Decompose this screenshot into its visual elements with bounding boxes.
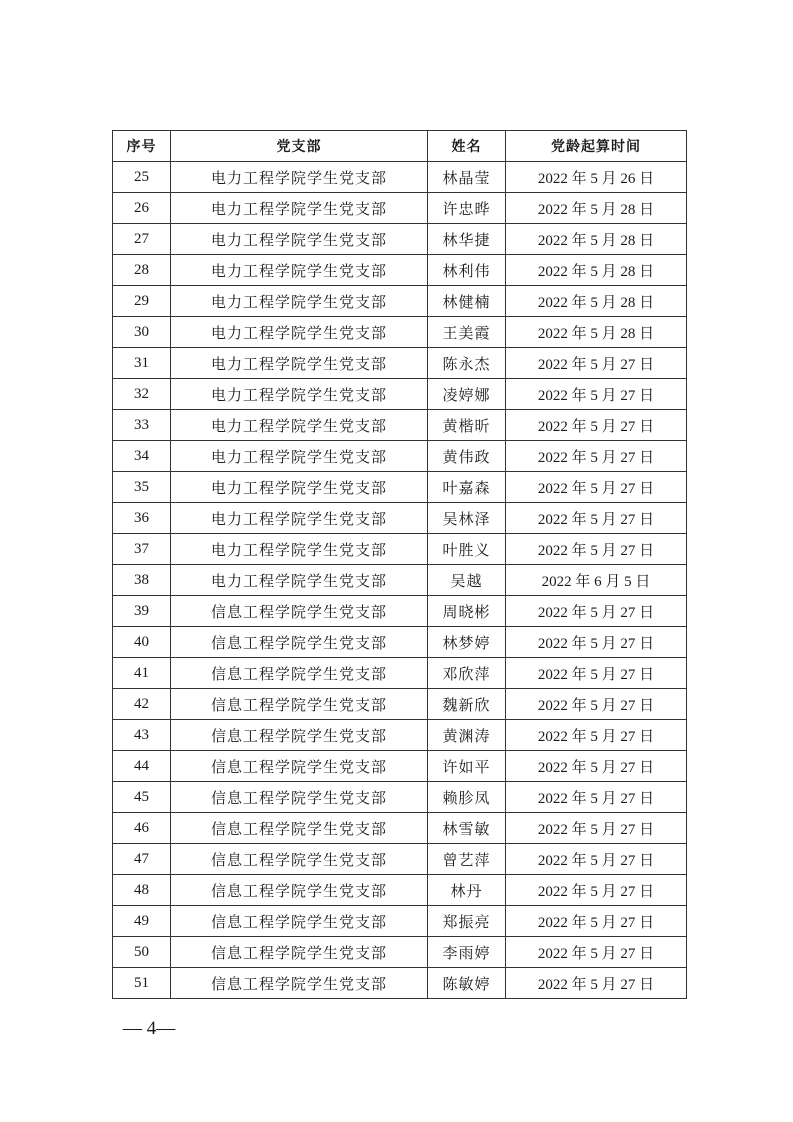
table-row — [113, 906, 687, 937]
serial-number-cell: 36 — [113, 503, 171, 534]
member-name-cell: 赖胗凤 — [428, 782, 506, 813]
table-row — [113, 875, 687, 906]
member-name-cell: 叶胜义 — [428, 534, 506, 565]
party-branch-cell: 信息工程学院学生党支部 — [171, 689, 428, 720]
table-row — [113, 286, 687, 317]
member-name-cell: 魏新欣 — [428, 689, 506, 720]
party-age-date-cell: 2022 年 5 月 27 日 — [506, 534, 687, 565]
party-age-date-cell: 2022 年 5 月 27 日 — [506, 379, 687, 410]
table-row — [113, 193, 687, 224]
serial-number-cell: 33 — [113, 410, 171, 441]
party-branch-cell: 信息工程学院学生党支部 — [171, 875, 428, 906]
member-name-cell: 林利伟 — [428, 255, 506, 286]
table-row — [113, 441, 687, 472]
serial-number-cell: 39 — [113, 596, 171, 627]
party-age-date-cell: 2022 年 5 月 27 日 — [506, 875, 687, 906]
member-name-cell: 许忠晔 — [428, 193, 506, 224]
serial-number-cell: 50 — [113, 937, 171, 968]
table-row — [113, 782, 687, 813]
party-branch-cell: 电力工程学院学生党支部 — [171, 224, 428, 255]
member-roster-table — [112, 130, 687, 999]
member-name-cell: 李雨婷 — [428, 937, 506, 968]
table-row — [113, 813, 687, 844]
party-branch-cell: 电力工程学院学生党支部 — [171, 193, 428, 224]
party-age-date-cell: 2022 年 5 月 27 日 — [506, 503, 687, 534]
table-row — [113, 224, 687, 255]
party-age-date-cell: 2022 年 5 月 28 日 — [506, 193, 687, 224]
table-body — [113, 162, 687, 999]
party-age-date-cell: 2022 年 5 月 28 日 — [506, 224, 687, 255]
party-branch-cell: 电力工程学院学生党支部 — [171, 379, 428, 410]
table-row — [113, 937, 687, 968]
party-branch-cell: 信息工程学院学生党支部 — [171, 720, 428, 751]
member-name-cell: 林梦婷 — [428, 627, 506, 658]
party-branch-cell: 信息工程学院学生党支部 — [171, 813, 428, 844]
party-age-date-cell: 2022 年 5 月 27 日 — [506, 906, 687, 937]
party-branch-cell: 信息工程学院学生党支部 — [171, 596, 428, 627]
table-row — [113, 658, 687, 689]
party-age-date-cell: 2022 年 5 月 28 日 — [506, 255, 687, 286]
party-branch-cell: 信息工程学院学生党支部 — [171, 844, 428, 875]
header-name: 姓名 — [428, 131, 506, 162]
party-branch-cell: 电力工程学院学生党支部 — [171, 565, 428, 596]
table-row — [113, 968, 687, 999]
member-name-cell: 林雪敏 — [428, 813, 506, 844]
party-age-date-cell: 2022 年 5 月 27 日 — [506, 720, 687, 751]
party-branch-cell: 信息工程学院学生党支部 — [171, 782, 428, 813]
party-branch-cell: 电力工程学院学生党支部 — [171, 286, 428, 317]
table-row — [113, 255, 687, 286]
party-branch-cell: 信息工程学院学生党支部 — [171, 968, 428, 999]
member-name-cell: 郑振亮 — [428, 906, 506, 937]
member-name-cell: 黄渊涛 — [428, 720, 506, 751]
party-age-date-cell: 2022 年 5 月 27 日 — [506, 658, 687, 689]
party-branch-cell: 电力工程学院学生党支部 — [171, 534, 428, 565]
header-party-branch: 党支部 — [171, 131, 428, 162]
party-age-date-cell: 2022 年 5 月 27 日 — [506, 937, 687, 968]
table-row — [113, 844, 687, 875]
table-row — [113, 627, 687, 658]
serial-number-cell: 31 — [113, 348, 171, 379]
member-name-cell: 吴林泽 — [428, 503, 506, 534]
header-serial-number: 序号 — [113, 131, 171, 162]
party-branch-cell: 信息工程学院学生党支部 — [171, 937, 428, 968]
table-row — [113, 720, 687, 751]
party-age-date-cell: 2022 年 6 月 5 日 — [506, 565, 687, 596]
member-name-cell: 王美霞 — [428, 317, 506, 348]
party-age-date-cell: 2022 年 5 月 27 日 — [506, 813, 687, 844]
party-age-date-cell: 2022 年 5 月 27 日 — [506, 596, 687, 627]
serial-number-cell: 38 — [113, 565, 171, 596]
serial-number-cell: 46 — [113, 813, 171, 844]
member-name-cell: 叶嘉森 — [428, 472, 506, 503]
party-age-date-cell: 2022 年 5 月 27 日 — [506, 782, 687, 813]
member-name-cell: 黄楷昕 — [428, 410, 506, 441]
serial-number-cell: 32 — [113, 379, 171, 410]
member-name-cell: 林健楠 — [428, 286, 506, 317]
member-name-cell: 黄伟政 — [428, 441, 506, 472]
party-age-date-cell: 2022 年 5 月 27 日 — [506, 751, 687, 782]
serial-number-cell: 37 — [113, 534, 171, 565]
header-party-age-start-date: 党龄起算时间 — [506, 131, 687, 162]
party-branch-cell: 信息工程学院学生党支部 — [171, 658, 428, 689]
serial-number-cell: 43 — [113, 720, 171, 751]
serial-number-cell: 41 — [113, 658, 171, 689]
serial-number-cell: 35 — [113, 472, 171, 503]
table-row — [113, 565, 687, 596]
table-row — [113, 472, 687, 503]
member-name-cell: 凌婷娜 — [428, 379, 506, 410]
member-name-cell: 邓欣萍 — [428, 658, 506, 689]
serial-number-cell: 30 — [113, 317, 171, 348]
member-name-cell: 林华捷 — [428, 224, 506, 255]
party-branch-cell: 信息工程学院学生党支部 — [171, 751, 428, 782]
party-age-date-cell: 2022 年 5 月 28 日 — [506, 286, 687, 317]
serial-number-cell: 26 — [113, 193, 171, 224]
serial-number-cell: 28 — [113, 255, 171, 286]
party-branch-cell: 电力工程学院学生党支部 — [171, 410, 428, 441]
table-row — [113, 596, 687, 627]
serial-number-cell: 44 — [113, 751, 171, 782]
table-row — [113, 689, 687, 720]
table-row — [113, 751, 687, 782]
table-row — [113, 317, 687, 348]
party-branch-cell: 电力工程学院学生党支部 — [171, 441, 428, 472]
party-age-date-cell: 2022 年 5 月 26 日 — [506, 162, 687, 193]
member-name-cell: 陈永杰 — [428, 348, 506, 379]
party-branch-cell: 电力工程学院学生党支部 — [171, 472, 428, 503]
member-name-cell: 许如平 — [428, 751, 506, 782]
party-branch-cell: 电力工程学院学生党支部 — [171, 162, 428, 193]
member-name-cell: 曾艺萍 — [428, 844, 506, 875]
member-name-cell: 陈敏婷 — [428, 968, 506, 999]
member-name-cell: 林丹 — [428, 875, 506, 906]
serial-number-cell: 40 — [113, 627, 171, 658]
party-age-date-cell: 2022 年 5 月 27 日 — [506, 472, 687, 503]
serial-number-cell: 51 — [113, 968, 171, 999]
member-name-cell: 林晶莹 — [428, 162, 506, 193]
party-age-date-cell: 2022 年 5 月 27 日 — [506, 410, 687, 441]
serial-number-cell: 49 — [113, 906, 171, 937]
serial-number-cell: 27 — [113, 224, 171, 255]
serial-number-cell: 29 — [113, 286, 171, 317]
party-branch-cell: 电力工程学院学生党支部 — [171, 317, 428, 348]
party-age-date-cell: 2022 年 5 月 27 日 — [506, 844, 687, 875]
party-age-date-cell: 2022 年 5 月 27 日 — [506, 627, 687, 658]
page-number: — 4— — [123, 1018, 176, 1039]
serial-number-cell: 34 — [113, 441, 171, 472]
serial-number-cell: 47 — [113, 844, 171, 875]
party-branch-cell: 电力工程学院学生党支部 — [171, 348, 428, 379]
party-branch-cell: 信息工程学院学生党支部 — [171, 906, 428, 937]
party-age-date-cell: 2022 年 5 月 27 日 — [506, 689, 687, 720]
table-row — [113, 534, 687, 565]
party-age-date-cell: 2022 年 5 月 28 日 — [506, 317, 687, 348]
party-age-date-cell: 2022 年 5 月 27 日 — [506, 441, 687, 472]
table-row — [113, 410, 687, 441]
party-branch-cell: 电力工程学院学生党支部 — [171, 255, 428, 286]
serial-number-cell: 48 — [113, 875, 171, 906]
table-row — [113, 162, 687, 193]
serial-number-cell: 42 — [113, 689, 171, 720]
serial-number-cell: 25 — [113, 162, 171, 193]
party-branch-cell: 信息工程学院学生党支部 — [171, 627, 428, 658]
member-name-cell: 周晓彬 — [428, 596, 506, 627]
table-row — [113, 379, 687, 410]
table-row — [113, 348, 687, 379]
table-header-row — [113, 131, 687, 162]
table-row — [113, 503, 687, 534]
party-age-date-cell: 2022 年 5 月 27 日 — [506, 348, 687, 379]
party-branch-cell: 电力工程学院学生党支部 — [171, 503, 428, 534]
member-name-cell: 吴越 — [428, 565, 506, 596]
serial-number-cell: 45 — [113, 782, 171, 813]
party-age-date-cell: 2022 年 5 月 27 日 — [506, 968, 687, 999]
